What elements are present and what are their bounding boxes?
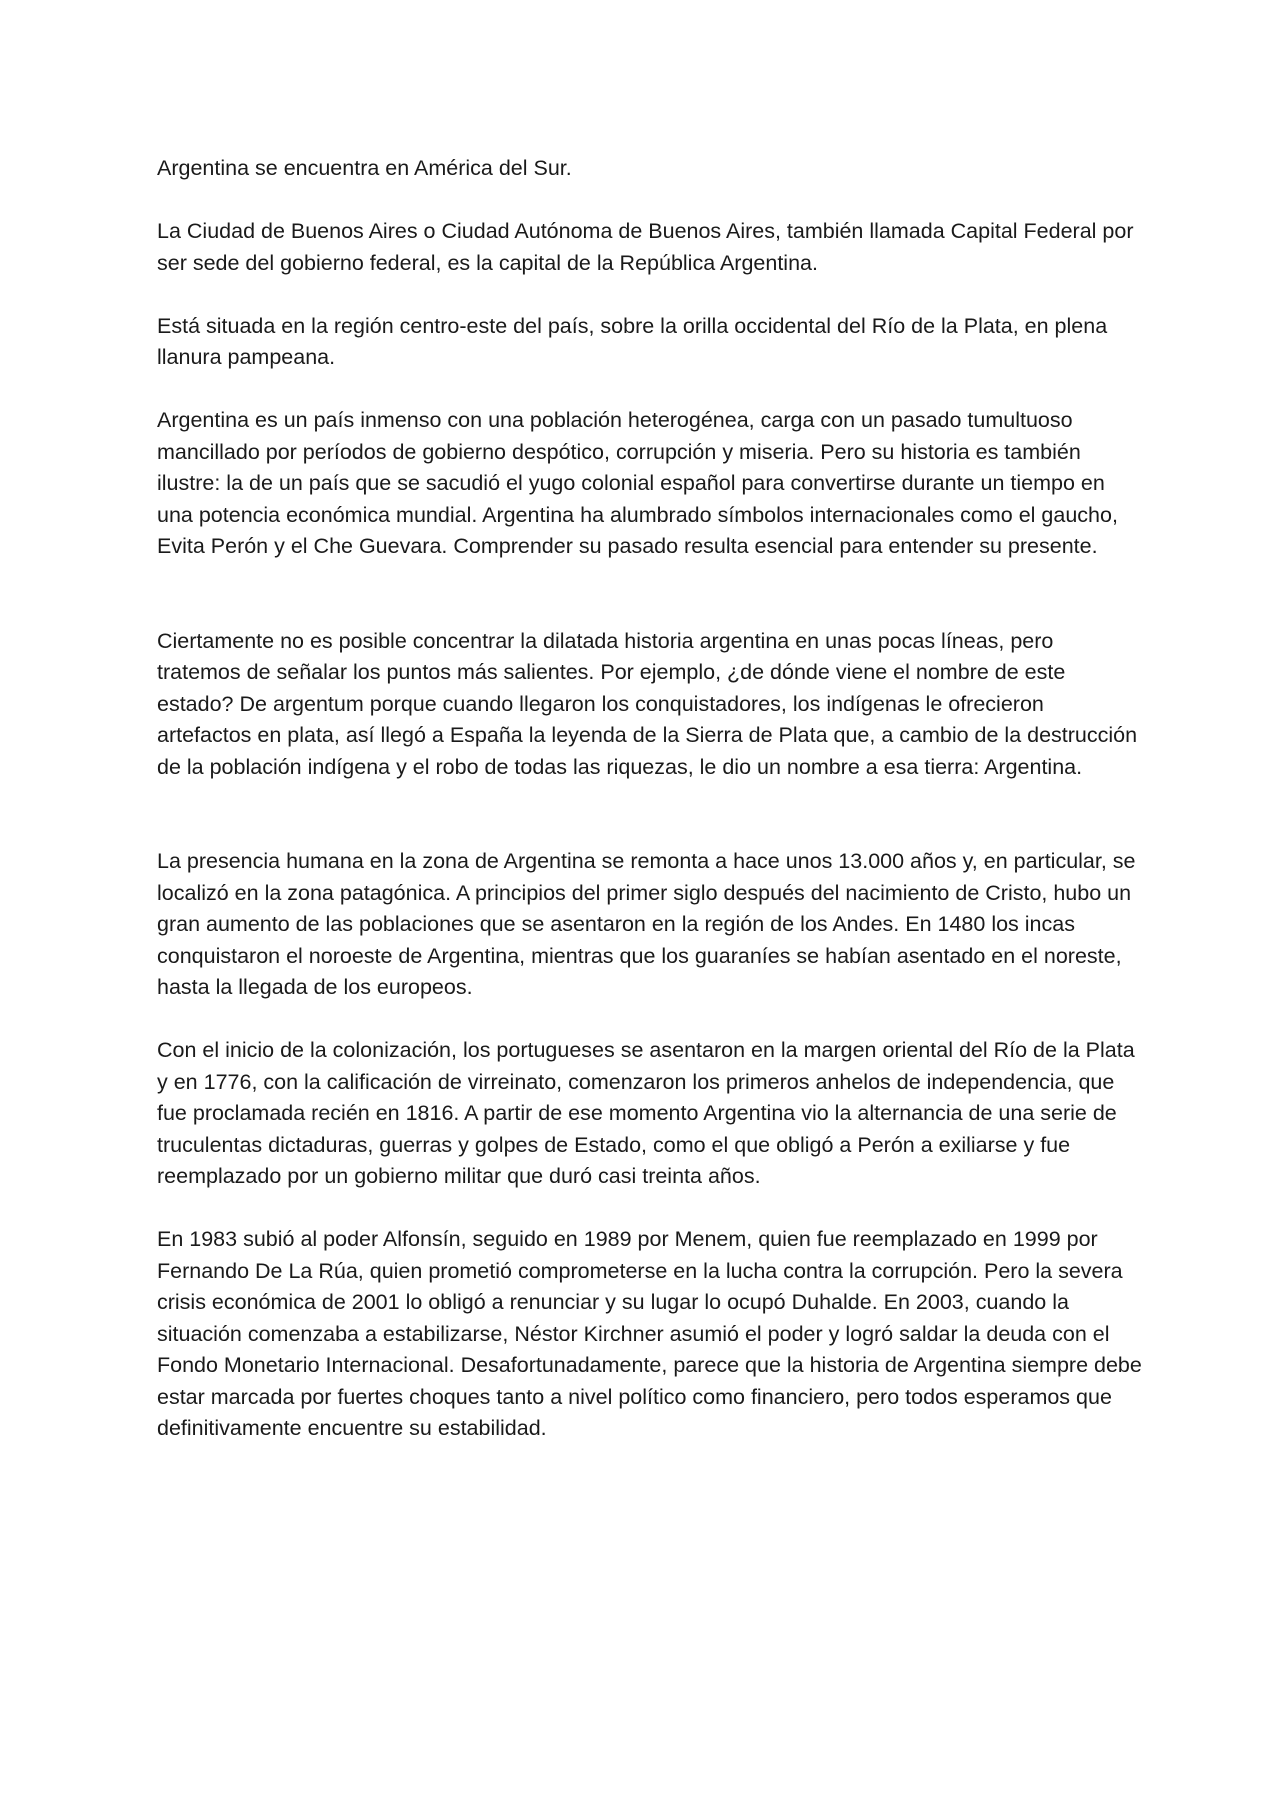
paragraph-capital: La Ciudad de Buenos Aires o Ciudad Autónoma de Buenos Aires, también llamada Capital Federal por ser sede del gobierno federal, es la capital de la República Argentina. (157, 219, 1134, 275)
paragraph-modern-history: En 1983 subió al poder Alfonsín, seguido en 1989 por Menem, quien fue reemplazado en 1999 por Fernando De La Rúa, quien prometió comprometerse en la lucha contra la corrupción. Pero la severa crisis económica de 2001 lo obligó a renunciar y su lugar lo ocupó Duhalde. En 2003, cuando la situación comenzaba a estabilizarse, Néstor Kirchner asumió el poder y logró saldar la deuda con el Fondo Monetario Internacional. Desafortunadamente, parece que la historia de Argentina siempre debe estar marcada por fuertes choques tanto a nivel político como financiero, pero todos esperamos que definitivamente encuentre su estabilidad. (157, 1227, 1142, 1440)
paragraph-early-history: La presencia humana en la zona de Argentina se remonta a hace unos 13.000 años y, en particular, se localizó en la zona patagónica. A principios del primer siglo después del nacimiento de Cristo, hubo un gran aumento de las poblaciones que se asentaron en la región de los Andes. En 1480 los incas conquistaron el noroeste de Argentina, mientras que los guaraníes se habían asentado en el noreste, hasta la llegada de los europeos. (157, 849, 1136, 999)
paragraph-intro: Argentina se encuentra en América del Sur. (157, 156, 572, 180)
paragraph-name-origin: Ciertamente no es posible concentrar la dilatada historia argentina en unas pocas líneas, pero tratemos de señalar los puntos más salientes. Por ejemplo, ¿de dónde viene el nombre de este estado? De argentum porque cuando llegaron los conquistadores, los indígenas le ofrecieron artefactos en plata, así llegó a España la leyenda de la Sierra de Plata que, a cambio de la destrucción de la población indígena y el robo de todas las riquezas, le dio un nombre a esa tierra: Argentina. (157, 628, 1138, 779)
paragraph-overview: Argentina es un país inmenso con una población heterogénea, carga con un pasado tumultuoso mancillado por períodos de gobierno despótico, corrupción y miseria. Pero su historia es también ilustre: la de un país que se sacudió el yugo colonial español para convertirse durante un tiempo en una potencia económica mundial. Argentina ha alumbrado símbolos internacionales como el gaucho, Evita Perón y el Che Guevara. Comprender su pasado resulta esencial para entender su presente. (157, 408, 1118, 558)
paragraph-colonization: Con el inicio de la colonización, los portugueses se asentaron en la margen oriental del Río de la Plata y en 1776, con la calificación de virreinato, comenzaron los primeros anhelos de independencia, que fue proclamada recién en 1816. A partir de ese momento Argentina vio la alternancia de una serie de truculentas dictaduras, guerras y golpes de Estado, como el que obligó a Perón a exiliarse y fue reemplazado por un gobierno militar que duró casi treinta años. (157, 1038, 1135, 1188)
paragraph-location: Está situada en la región centro-este del país, sobre la orilla occidental del Río de la Plata, en plena llanura pampeana. (157, 313, 1108, 369)
document-body (157, 153, 1142, 1476)
